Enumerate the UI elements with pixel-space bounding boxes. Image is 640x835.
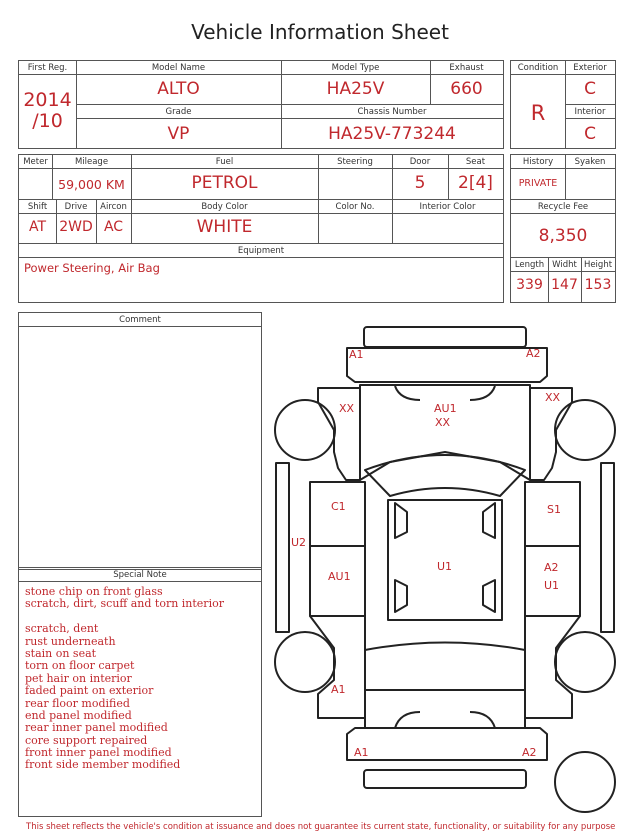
comment-box [18, 312, 262, 570]
spare-wheel [555, 752, 615, 812]
model-type-label: Model Type [331, 63, 380, 73]
special-note-item: pet hair on interior [25, 671, 132, 685]
exhaust-label: Exhaust [449, 63, 484, 73]
mark-front-bumper-right: A2 [526, 347, 541, 360]
special-note-item: rear inner panel modified [25, 721, 168, 735]
mark-rear-bumper-right: A2 [522, 746, 537, 759]
specs-box [18, 154, 504, 303]
mark-right-front-door: S1 [547, 503, 561, 516]
left-front-door [310, 482, 365, 546]
special-note-label: Special Note [113, 570, 167, 580]
shift-label: Shift [27, 202, 48, 212]
first-reg-label: First Reg. [27, 63, 68, 73]
aircon-label: Aircon [100, 202, 127, 212]
height-label: Height [583, 260, 613, 270]
equipment-label: Equipment [237, 246, 285, 256]
seat-value: 2[4] [458, 173, 493, 193]
footer-disclaimer: This sheet reflects the vehicle's condition at issuance and does not guarantee its current state, functionality, or suitability for any purpose [26, 822, 616, 832]
mark-left-rear-door: AU1 [328, 570, 351, 583]
mark-front-bumper-left: A1 [349, 348, 364, 361]
special-note-item: front side member modified [25, 758, 181, 772]
special-note-item: end panel modified [25, 708, 132, 722]
windshield [365, 455, 525, 496]
mark-left-front-door: C1 [331, 500, 346, 513]
right-side-strip [601, 463, 614, 632]
special-note-item: stone chip on front glass [25, 585, 163, 598]
car-damage-diagram [265, 318, 640, 818]
length-value: 339 [516, 277, 543, 293]
special-note-item: torn on floor carpet [25, 659, 135, 673]
rear-left-wheel [275, 632, 335, 692]
interior-label: Interior [574, 107, 606, 117]
model-name-value: ALTO [157, 79, 200, 99]
mark-bonnet-1: AU1 [434, 402, 457, 415]
mark-rear-bumper-left: A1 [354, 746, 369, 759]
front-bumper [347, 348, 547, 382]
bonnet [360, 385, 530, 480]
meter-label: Meter [23, 157, 48, 167]
recycle-fee-value: 8,350 [538, 226, 588, 246]
first-reg-month: /10 [32, 110, 63, 132]
rear-bumper [347, 728, 547, 760]
front-left-wheel [275, 400, 335, 460]
condition-label: Condition [517, 63, 559, 73]
door-value: 5 [414, 173, 426, 193]
drive-label: Drive [64, 202, 88, 212]
rear-bumper-bar [364, 770, 526, 788]
mark-left-quarter: A1 [331, 683, 346, 696]
width-label: Widht [552, 260, 577, 270]
mileage-value: 59,000 KM [58, 177, 125, 192]
grade-value: VP [167, 124, 190, 144]
mark-front-right-fender: XX [545, 391, 561, 404]
mark-roof: U1 [437, 560, 453, 573]
special-note-item: rust underneath [25, 634, 116, 648]
body-color-label: Body Color [201, 202, 248, 212]
left-side-strip [276, 463, 289, 632]
special-note-item: scratch, dent [25, 622, 99, 636]
model-name-label: Model Name [151, 63, 206, 73]
chassis-number-value: HA25V-773244 [328, 124, 456, 144]
syaken-label: Syaken [574, 157, 606, 167]
height-value: 153 [584, 277, 612, 293]
mark-front-left-fender: XX [339, 402, 355, 415]
exhaust-value: 660 [450, 79, 483, 99]
right-rear-quarter [525, 616, 580, 718]
history-box [510, 154, 616, 303]
grade-label: Grade [165, 107, 192, 117]
history-value: PRIVATE [518, 178, 558, 189]
sheet-title: Vehicle Information Sheet [191, 20, 449, 44]
rear-window [365, 643, 525, 691]
seat-label: Seat [465, 157, 486, 167]
width-value: 147 [551, 277, 578, 293]
special-notes-list [25, 586, 224, 772]
mileage-label: Mileage [74, 157, 109, 167]
mark-right-rear-door-2: U1 [544, 579, 560, 592]
color-no-label: Color No. [335, 202, 375, 212]
mark-bonnet-2: XX [435, 416, 451, 429]
front-bumper-bar [364, 327, 526, 347]
fuel-value: PETROL [191, 173, 258, 193]
model-info-box [18, 60, 504, 149]
condition-box [510, 60, 616, 149]
body-color-value: WHITE [196, 217, 253, 237]
front-right-wheel [555, 400, 615, 460]
special-note-item: front inner panel modified [25, 746, 172, 760]
left-rear-quarter [310, 616, 365, 718]
condition-value: R [530, 101, 546, 125]
steering-label: Steering [337, 157, 373, 167]
history-label: History [522, 157, 554, 167]
special-note-item: faded paint on exterior [25, 684, 154, 698]
comment-label: Comment [119, 315, 161, 325]
interior-color-label: Interior Color [419, 202, 476, 212]
mark-right-rear-door-1: A2 [544, 561, 559, 574]
recycle-fee-label: Recycle Fee [537, 202, 589, 212]
rear-right-wheel [555, 632, 615, 692]
special-note-item: scratch, dirt, scuff and torn interior [25, 597, 224, 611]
exterior-value: C [584, 79, 596, 99]
door-label: Door [409, 157, 431, 167]
model-type-value: HA25V [326, 79, 385, 99]
first-reg-year: 2014 [23, 89, 72, 111]
chassis-number-label: Chassis Number [357, 107, 427, 117]
drive-value: 2WD [59, 219, 93, 235]
exterior-label: Exterior [573, 63, 607, 73]
length-label: Length [514, 260, 545, 270]
special-note-item: rear floor modified [25, 696, 130, 710]
fuel-label: Fuel [215, 157, 234, 167]
equipment-value: Power Steering, Air Bag [24, 261, 160, 275]
mark-left-sill: U2 [291, 536, 307, 549]
special-note-item: core support repaired [25, 733, 148, 747]
interior-value: C [584, 124, 596, 144]
shift-value: AT [28, 219, 47, 235]
tailgate [365, 690, 525, 728]
special-note-item: stain on seat [25, 646, 97, 660]
aircon-value: AC [103, 219, 124, 235]
